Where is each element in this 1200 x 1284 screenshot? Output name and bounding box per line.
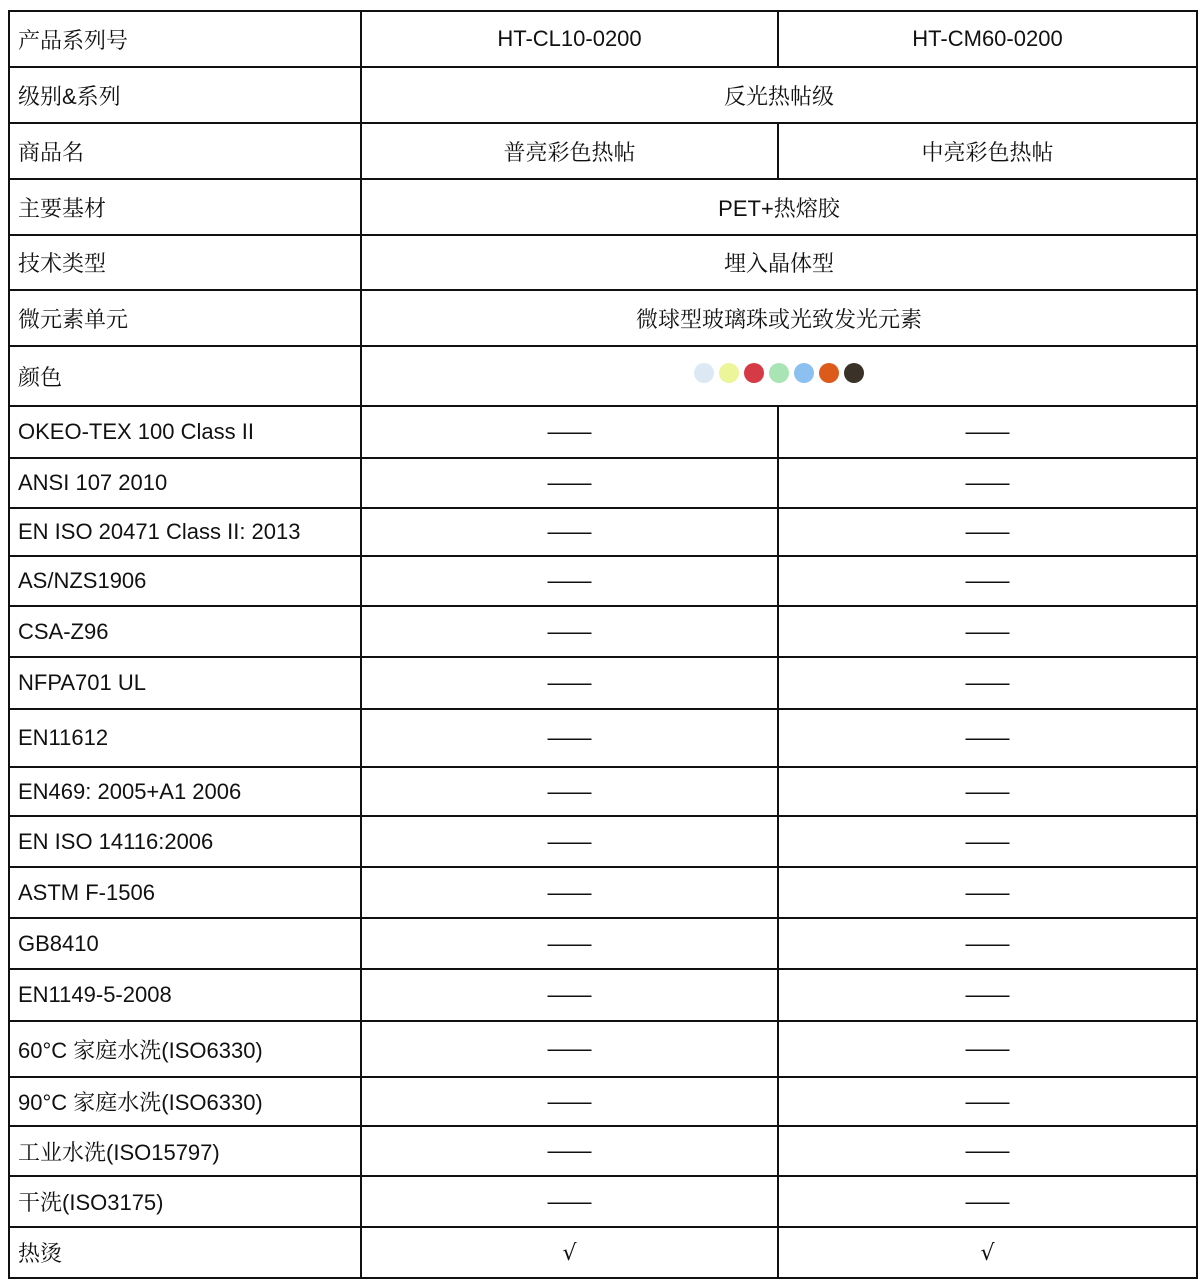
- dash-mark: ——: [965, 470, 1010, 495]
- dash-mark: ——: [547, 879, 592, 905]
- table-row: [9, 1126, 1197, 1176]
- standard-value-v1: [361, 1227, 778, 1278]
- standard-value-v1: [361, 918, 778, 969]
- color-swatch: [769, 363, 789, 383]
- dash-mark: ——: [547, 1138, 592, 1163]
- color-swatch: [819, 363, 839, 383]
- table-row: [9, 290, 1197, 346]
- color-swatches-cell: [361, 346, 1197, 406]
- table-row: [9, 767, 1197, 816]
- standard-value-v1: [361, 816, 778, 867]
- table-row: [9, 11, 1197, 67]
- table-row: [9, 1227, 1197, 1278]
- table-row: [9, 235, 1197, 290]
- tech-type-value: 埋入晶体型: [361, 235, 1197, 290]
- standard-value-v2: [778, 767, 1197, 816]
- standard-value-v2: [778, 657, 1197, 709]
- standard-value-v1: [361, 657, 778, 709]
- material-value: PET+热熔胶: [361, 179, 1197, 235]
- standard-value-v2: [778, 1227, 1197, 1278]
- table-row: [9, 67, 1197, 123]
- dash-mark: ——: [547, 419, 592, 444]
- series-no-1: HT-CL10-0200: [361, 11, 778, 67]
- dash-mark: ——: [547, 568, 592, 593]
- dash-mark: ——: [547, 1188, 592, 1214]
- standard-label: 热烫: [9, 1227, 361, 1278]
- check-mark: √: [980, 1240, 995, 1266]
- dash-mark: ——: [965, 519, 1010, 544]
- color-swatch: [719, 363, 739, 383]
- table-row: [9, 1021, 1197, 1077]
- table-row: [9, 1077, 1197, 1126]
- standard-value-v1: [361, 867, 778, 918]
- standard-label: AS/NZS1906: [9, 556, 361, 606]
- standard-value-v1: [361, 1126, 778, 1176]
- standard-value-v2: [778, 1176, 1197, 1227]
- standard-label: GB8410: [9, 918, 361, 969]
- standard-value-v2: [778, 918, 1197, 969]
- standard-label: EN1149-5-2008: [9, 969, 361, 1021]
- standard-label: 90°C 家庭水洗(ISO6330): [9, 1077, 361, 1126]
- standard-value-v2: [778, 458, 1197, 508]
- standard-label: EN469: 2005+A1 2006: [9, 767, 361, 816]
- standard-label: ASTM F-1506: [9, 867, 361, 918]
- dash-mark: ——: [547, 828, 592, 854]
- standard-value-v2: [778, 709, 1197, 767]
- table-row: [9, 123, 1197, 179]
- color-swatches: [694, 363, 864, 383]
- standard-value-v2: [778, 816, 1197, 867]
- standard-value-v2: [778, 508, 1197, 556]
- standard-value-v2: [778, 1126, 1197, 1176]
- product-name-2: 中亮彩色热帖: [778, 123, 1197, 179]
- table-row: [9, 657, 1197, 709]
- standard-label: OKEO-TEX 100 Class II: [9, 406, 361, 458]
- dash-mark: ——: [965, 419, 1010, 444]
- table-row: [9, 458, 1197, 508]
- color-swatch: [694, 363, 714, 383]
- table-row: [9, 346, 1197, 406]
- row-label: 商品名: [9, 123, 361, 179]
- micro-unit-value: 微球型玻璃珠或光致发光元素: [361, 290, 1197, 346]
- standard-value-v1: [361, 406, 778, 458]
- table-row: [9, 1176, 1197, 1227]
- standard-label: 工业水洗(ISO15797): [9, 1126, 361, 1176]
- dash-mark: ——: [547, 618, 592, 644]
- standard-value-v1: [361, 969, 778, 1021]
- color-swatch: [794, 363, 814, 383]
- row-label: 技术类型: [9, 235, 361, 290]
- table-row: [9, 918, 1197, 969]
- dash-mark: ——: [547, 930, 592, 956]
- standard-label: ANSI 107 2010: [9, 458, 361, 508]
- dash-mark: ——: [547, 519, 592, 544]
- row-label: 主要基材: [9, 179, 361, 235]
- row-label: 产品系列号: [9, 11, 361, 67]
- dash-mark: ——: [965, 778, 1010, 804]
- standard-value-v1: [361, 606, 778, 657]
- dash-mark: ——: [965, 1138, 1010, 1163]
- dash-mark: ——: [965, 618, 1010, 644]
- standard-value-v2: [778, 1021, 1197, 1077]
- standard-value-v2: [778, 406, 1197, 458]
- spec-table: [8, 10, 1198, 1279]
- table-row: [9, 508, 1197, 556]
- standard-label: NFPA701 UL: [9, 657, 361, 709]
- standard-label: EN11612: [9, 709, 361, 767]
- color-swatch: [744, 363, 764, 383]
- row-label: 颜色: [9, 346, 361, 406]
- standard-label: EN ISO 14116:2006: [9, 816, 361, 867]
- dash-mark: ——: [965, 1088, 1010, 1114]
- dash-mark: ——: [965, 568, 1010, 593]
- dash-mark: ——: [965, 725, 1010, 750]
- standard-value-v1: [361, 556, 778, 606]
- standard-value-v2: [778, 969, 1197, 1021]
- table-row: [9, 606, 1197, 657]
- standard-value-v1: [361, 1176, 778, 1227]
- dash-mark: ——: [965, 828, 1010, 854]
- dash-mark: ——: [965, 670, 1010, 695]
- standard-label: EN ISO 20471 Class II: 2013: [9, 508, 361, 556]
- dash-mark: ——: [965, 1188, 1010, 1214]
- grade-value: 反光热帖级: [361, 67, 1197, 123]
- dash-mark: ——: [965, 879, 1010, 905]
- dash-mark: ——: [547, 1036, 592, 1061]
- table-row: [9, 816, 1197, 867]
- standard-label: CSA-Z96: [9, 606, 361, 657]
- dash-mark: ——: [547, 470, 592, 495]
- standard-value-v1: [361, 1077, 778, 1126]
- dash-mark: ——: [547, 778, 592, 804]
- row-label: 微元素单元: [9, 290, 361, 346]
- standard-value-v1: [361, 767, 778, 816]
- color-swatch: [844, 363, 864, 383]
- dash-mark: ——: [547, 670, 592, 695]
- standard-value-v2: [778, 867, 1197, 918]
- check-mark: √: [562, 1240, 577, 1266]
- standard-label: 干洗(ISO3175): [9, 1176, 361, 1227]
- dash-mark: ——: [547, 1088, 592, 1114]
- table-row: [9, 867, 1197, 918]
- dash-mark: ——: [547, 725, 592, 750]
- standard-value-v1: [361, 709, 778, 767]
- table-row: [9, 179, 1197, 235]
- table-row: [9, 556, 1197, 606]
- series-no-2: HT-CM60-0200: [778, 11, 1197, 67]
- standard-label: 60°C 家庭水洗(ISO6330): [9, 1021, 361, 1077]
- standard-value-v1: [361, 1021, 778, 1077]
- standard-value-v2: [778, 1077, 1197, 1126]
- dash-mark: ——: [965, 982, 1010, 1007]
- table-row: [9, 406, 1197, 458]
- standard-value-v2: [778, 556, 1197, 606]
- row-label: 级别&系列: [9, 67, 361, 123]
- standard-value-v1: [361, 458, 778, 508]
- dash-mark: ——: [965, 930, 1010, 956]
- standard-value-v1: [361, 508, 778, 556]
- dash-mark: ——: [965, 1036, 1010, 1061]
- dash-mark: ——: [547, 982, 592, 1007]
- product-name-1: 普亮彩色热帖: [361, 123, 778, 179]
- table-row: [9, 709, 1197, 767]
- table-row: [9, 969, 1197, 1021]
- standard-value-v2: [778, 606, 1197, 657]
